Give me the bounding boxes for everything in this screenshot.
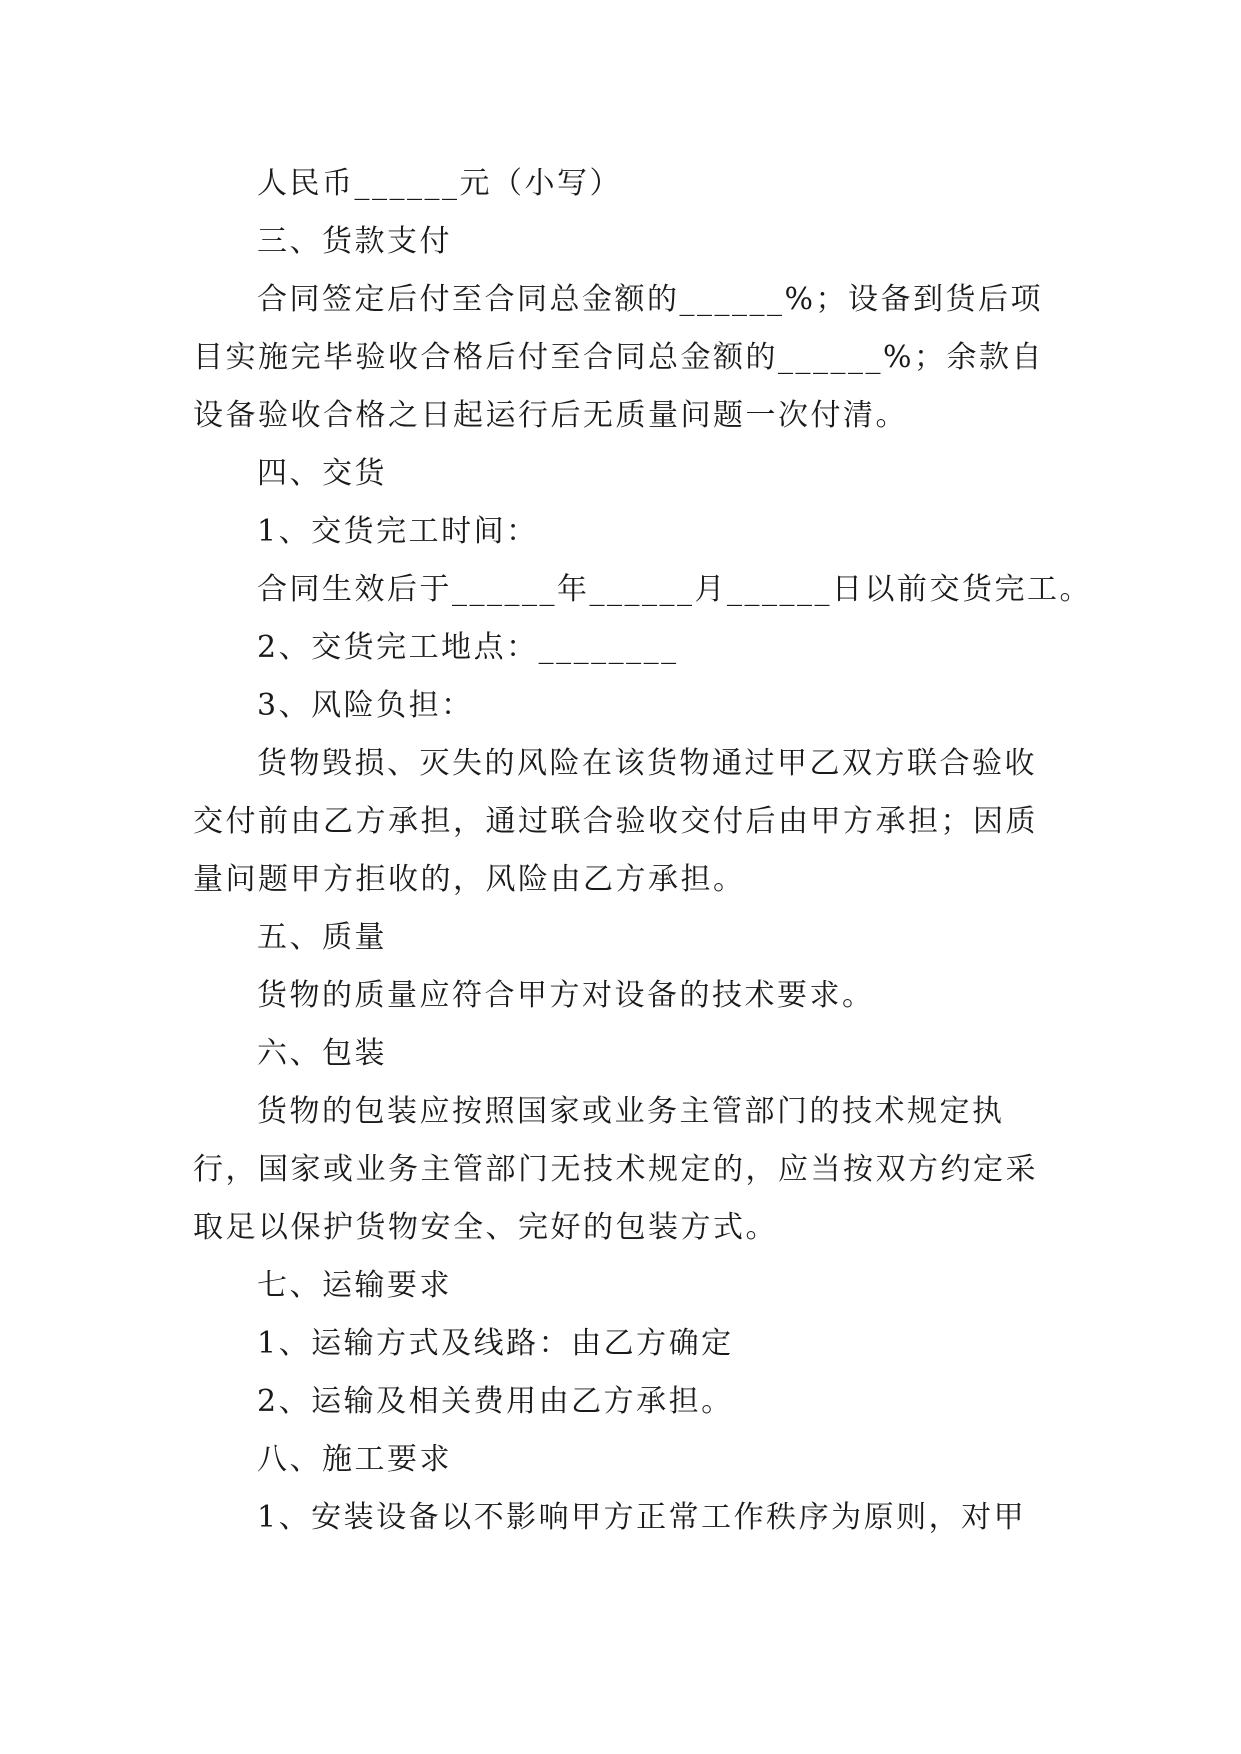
risk-paragraph-line-3: 量问题甲方拒收的，风险由乙方承担。 bbox=[193, 862, 746, 897]
quality-paragraph: 货物的质量应符合甲方对设备的技术要求。 bbox=[257, 978, 875, 1013]
paragraph-payment-line-2: 目实施完毕验收合格后付至合同总金额的______%；余款自 bbox=[193, 340, 1045, 375]
construction-item-1: 1、安装设备以不影响甲方正常工作秩序为原则，对甲 bbox=[257, 1500, 1027, 1535]
packaging-paragraph-line-3: 取足以保护货物安全、完好的包装方式。 bbox=[193, 1210, 778, 1245]
heading-quality: 五、质量 bbox=[257, 920, 387, 955]
paragraph-payment-line-3: 设备验收合格之日起运行后无质量问题一次付清。 bbox=[193, 398, 908, 433]
heading-construction: 八、施工要求 bbox=[257, 1442, 452, 1477]
heading-delivery: 四、交货 bbox=[257, 456, 387, 491]
heading-payment: 三、货款支付 bbox=[257, 224, 452, 259]
risk-paragraph-line-1: 货物毁损、灭失的风险在该货物通过甲乙双方联合验收 bbox=[257, 746, 1037, 781]
packaging-paragraph-line-1: 货物的包装应按照国家或业务主管部门的技术规定执 bbox=[257, 1094, 1005, 1129]
heading-transport: 七、运输要求 bbox=[257, 1268, 452, 1303]
line-amount-lowercase: 人民币______元（小写） bbox=[257, 166, 622, 201]
delivery-time-text: 合同生效后于______年______月______日以前交货完工。 bbox=[257, 572, 1092, 607]
transport-item-1: 1、运输方式及线路：由乙方确定 bbox=[257, 1326, 734, 1361]
heading-packaging: 六、包装 bbox=[257, 1036, 387, 1071]
transport-item-2: 2、运输及相关费用由乙方承担。 bbox=[257, 1384, 734, 1419]
risk-label: 3、风险负担： bbox=[257, 688, 474, 723]
delivery-time-label: 1、交货完工时间： bbox=[257, 514, 539, 549]
packaging-paragraph-line-2: 行，国家或业务主管部门无技术规定的，应当按双方约定采 bbox=[193, 1152, 1038, 1187]
delivery-place: 2、交货完工地点：________ bbox=[257, 630, 679, 665]
paragraph-payment-line-1: 合同签定后付至合同总金额的______%；设备到货后项 bbox=[257, 282, 1044, 317]
risk-paragraph-line-2: 交付前由乙方承担，通过联合验收交付后由甲方承担；因质 bbox=[193, 804, 1038, 839]
